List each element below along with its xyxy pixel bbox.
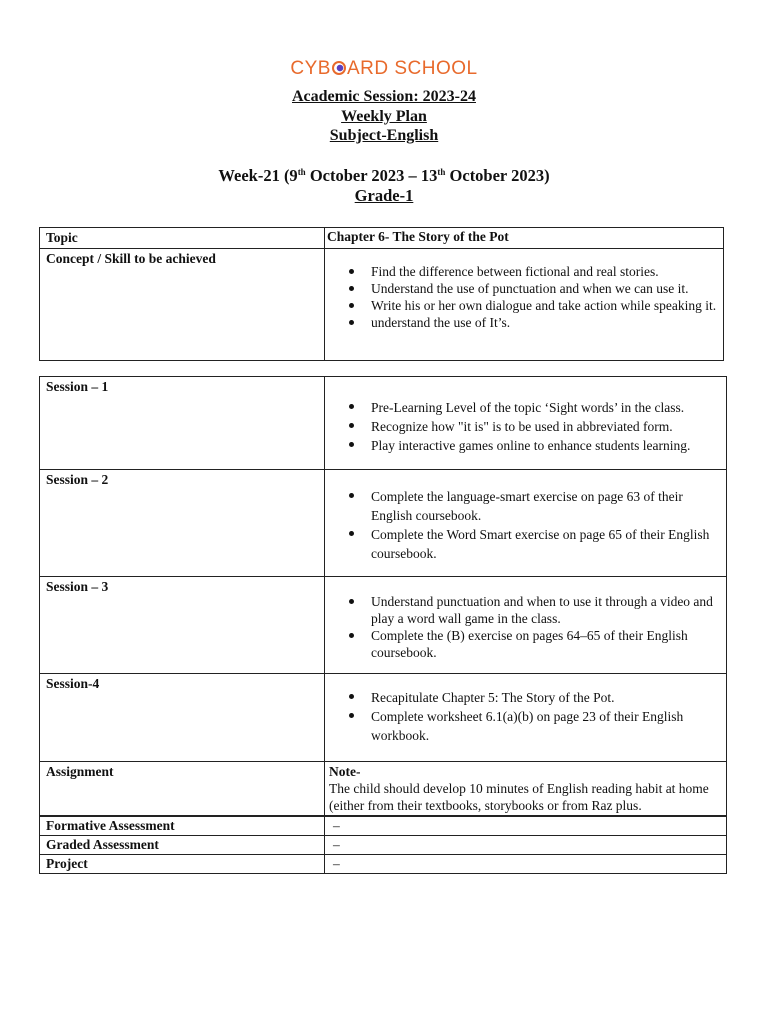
assignment-cell	[325, 762, 727, 816]
session-2-list	[325, 487, 726, 563]
session-4-label: Session-4	[40, 674, 325, 762]
list-item: Complete the (B) exercise on pages 64–65 of their English coursebook.	[371, 627, 726, 661]
week-range: Week-21 (9th October 2023 – 13th October 2023)	[218, 166, 550, 185]
topic-value: Chapter 6- The Story of the Pot	[325, 228, 724, 249]
formative-assessment-value: –	[325, 817, 727, 836]
list-item: Understand punctuation and when to use it through a video and play a word wall game in the class.	[371, 593, 726, 627]
concept-label: Concept / Skill to be achieved	[40, 249, 325, 361]
project-label: Project	[40, 855, 325, 874]
list-item: Find the difference between fictional and real stories.	[371, 263, 723, 280]
graded-assessment-label: Graded Assessment	[40, 836, 325, 855]
list-item: Recognize how "it is" is to be used in abbreviated form.	[371, 417, 726, 436]
graded-assessment-value: –	[325, 836, 727, 855]
assignment-label: Assignment	[40, 762, 325, 816]
note-title: Note-	[329, 764, 361, 779]
session-4-list	[325, 688, 726, 745]
concept-list	[325, 263, 723, 331]
list-item: Complete the Word Smart exercise on page 65 of their English coursebook.	[371, 525, 726, 563]
assessment-table	[39, 816, 727, 874]
sessions-table	[39, 376, 727, 816]
formative-assessment-label: Formative Assessment	[40, 817, 325, 836]
weekly-plan-title: Weekly Plan	[341, 108, 427, 125]
concept-cell	[325, 249, 724, 361]
list-item: Understand the use of punctuation and when we can use it.	[371, 280, 723, 297]
session-1-label: Session – 1	[40, 377, 325, 470]
subject-title: Subject-English	[329, 127, 439, 144]
topic-label: Topic	[40, 228, 325, 249]
session-2-label: Session – 2	[40, 470, 325, 577]
session-3-list	[325, 593, 726, 661]
note-text: The child should develop 10 minutes of English reading habit at home (either from their textbooks, storybooks or from Raz plus.	[329, 781, 709, 813]
topic-table	[39, 227, 724, 361]
list-item: Complete the language-smart exercise on page 63 of their English coursebook.	[371, 487, 726, 525]
list-item: Recapitulate Chapter 5: The Story of the Pot.	[371, 688, 726, 707]
logo-o-icon	[332, 61, 346, 75]
grade-title: Grade-1	[354, 186, 414, 205]
list-item: understand the use of It’s.	[371, 314, 723, 331]
list-item: Play interactive games online to enhance students learning.	[371, 436, 726, 455]
school-logo: CYB ARD SCHOOL	[290, 58, 478, 79]
list-item: Write his or her own dialogue and take action while speaking it.	[371, 297, 723, 314]
session-1-list	[325, 398, 726, 455]
list-item: Complete worksheet 6.1(a)(b) on page 23 of their English workbook.	[371, 707, 726, 745]
project-value: –	[325, 855, 727, 874]
academic-session: Academic Session: 2023-24	[292, 88, 476, 105]
session-3-label: Session – 3	[40, 577, 325, 674]
list-item: Pre-Learning Level of the topic ‘Sight words’ in the class.	[371, 398, 726, 417]
